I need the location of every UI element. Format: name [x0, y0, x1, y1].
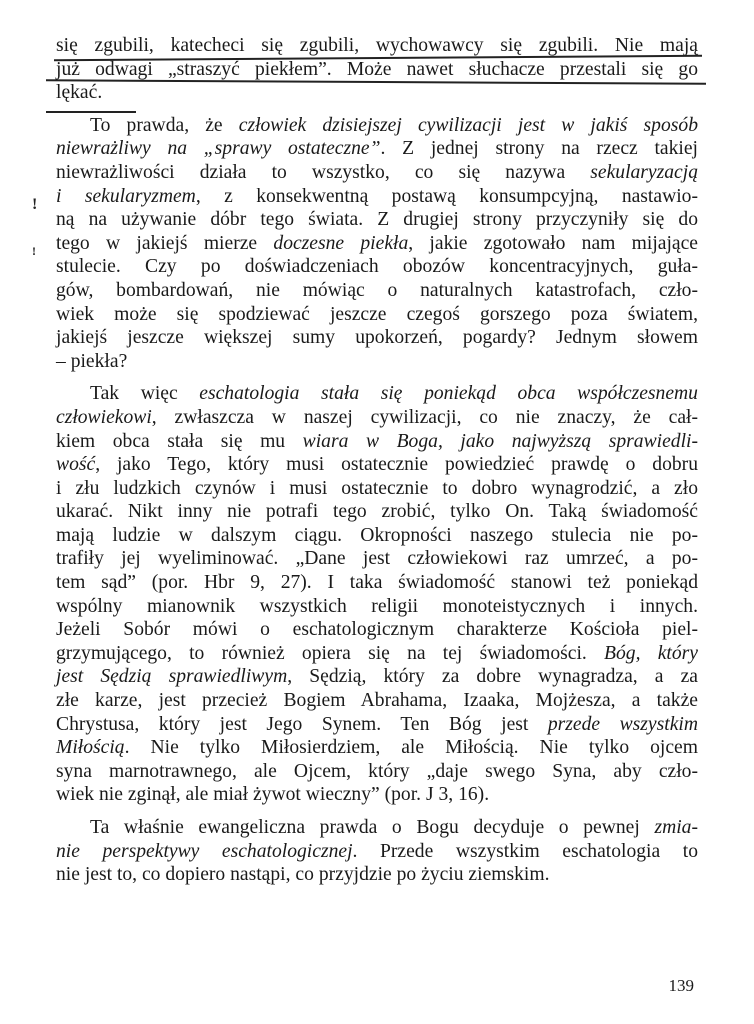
- text-line: nie perspektywy eschatologicznej. Przede wszystkim eschatologia to: [56, 840, 698, 862]
- text-line: Jeżeli Sobór mówi o eschatologicznym charakterze Kościoła piel-: [56, 619, 698, 641]
- text-line: tego w jakiejś mierze doczesne piekła, jakie zgotowało nam mijające: [56, 232, 698, 254]
- text-line: kiem obca stała się mu wiara w Boga, jako najwyższą sprawiedli-: [56, 430, 698, 452]
- text-line: gów, bombardowań, nie mówiąc o naturalnych katastrofach, czło-: [56, 279, 698, 301]
- text-line: Ta właśnie ewangeliczna prawda o Bogu decyduje o pewnej zmia-: [90, 817, 698, 838]
- text-line: niewrażliwy na „sprawy ostateczne”. Z jednej strony na rzecz takiej: [56, 138, 698, 160]
- text-line: wość, jako Tego, który musi ostatecznie powiedzieć prawdę o dobru: [56, 454, 698, 476]
- text-line: wiek nie zginął, ale miał żywot wieczny” (por. J 3, 16).: [56, 784, 490, 806]
- text-line: grzymującego, to również opiera się na tej świadomości. Bóg, który: [56, 642, 698, 664]
- text-line: i złu ludzkich czynów i musi ostatecznie to dobro wynagrodzić, a zło: [56, 477, 698, 499]
- text-line: stulecie. Czy po doświadczeniach obozów koncentracyjnych, guła-: [56, 256, 698, 278]
- paragraph: [56, 34, 698, 105]
- text-line: złe karze, jest przecież Bogiem Abrahama, Izaaka, Mojżesza, a także: [56, 690, 698, 712]
- paragraph: [56, 816, 698, 887]
- text-line: się zgubili, katecheci się zgubili, wychowawcy się zgubili. Nie mają: [56, 35, 698, 56]
- text-line: lękać.: [56, 82, 103, 104]
- text-line: trafiły jej wyeliminować. „Dane jest człowiekowi raz umrzeć, a po-: [56, 548, 698, 570]
- text-line: Chrystusa, który jest Jego Synem. Ten Bóg jest przede wszystkim: [56, 713, 698, 735]
- handwritten-underline-3: [46, 111, 136, 113]
- text-line: jest Sędzią sprawiedliwym, Sędzią, który za dobre wynagradza, a za: [56, 666, 698, 688]
- text-line: ną na używanie dóbr tego świata. Z drugiej strony przyczyniły się do: [56, 209, 698, 231]
- text-line: Tak więc eschatologia stała się poniekąd obca współczesnemu: [90, 383, 698, 405]
- margin-exclamation-mark: !: [32, 196, 38, 213]
- text-line: Miłością. Nie tylko Miłosierdziem, ale Miłością. Nie tylko ojcem: [56, 737, 698, 759]
- text-line: jakiejś jeszcze większej sumy upokorzeń, pogardy? Jednym słowem: [56, 327, 698, 349]
- text-line: tem sąd” (por. Hbr 9, 27). I taka świadomość stanowi też poniekąd: [56, 572, 698, 594]
- text-line: – piekła?: [56, 350, 128, 372]
- paragraph: [56, 114, 698, 374]
- page-number: 139: [668, 976, 694, 995]
- text-line: To prawda, że człowiek dzisiejszej cywilizacji jest w jakiś sposób: [90, 114, 698, 136]
- text-line: mają ludzie w dalszym ciągu. Okropności naszego stulecia nie po-: [56, 524, 698, 546]
- text-line: i sekularyzmem, z konsekwentną postawą konsumpcyjną, nastawio-: [56, 185, 698, 207]
- paragraph: [56, 382, 698, 807]
- body-text: [56, 34, 698, 887]
- text-line: wiek może się spodziewać jeszcze czegoś gorszego poza światem,: [56, 303, 698, 325]
- text-line: niewrażliwości działa to wszystko, co się nazywa sekularyzacją: [56, 161, 698, 183]
- text-line: nie jest to, co dopiero nastąpi, co przyjdzie po życiu ziemskim.: [56, 864, 550, 886]
- margin-exclamation-mark: !: [32, 244, 36, 258]
- text-line: już odwagi „straszyć piekłem”. Może nawet słuchacze przestali się go: [56, 58, 698, 80]
- text-line: człowiekowi, zwłaszcza w naszej cywilizacji, co nie znaczy, że cał-: [56, 406, 698, 428]
- text-line: wspólny mianownik wszystkich religii monoteistycznych i innych.: [56, 595, 698, 617]
- text-line: syna marnotrawnego, ale Ojcem, który „daje swego Syna, aby czło-: [56, 760, 698, 782]
- text-line: ukarać. Nikt inny nie potrafi tego zrobić, tylko On. Taką świadomość: [56, 501, 698, 523]
